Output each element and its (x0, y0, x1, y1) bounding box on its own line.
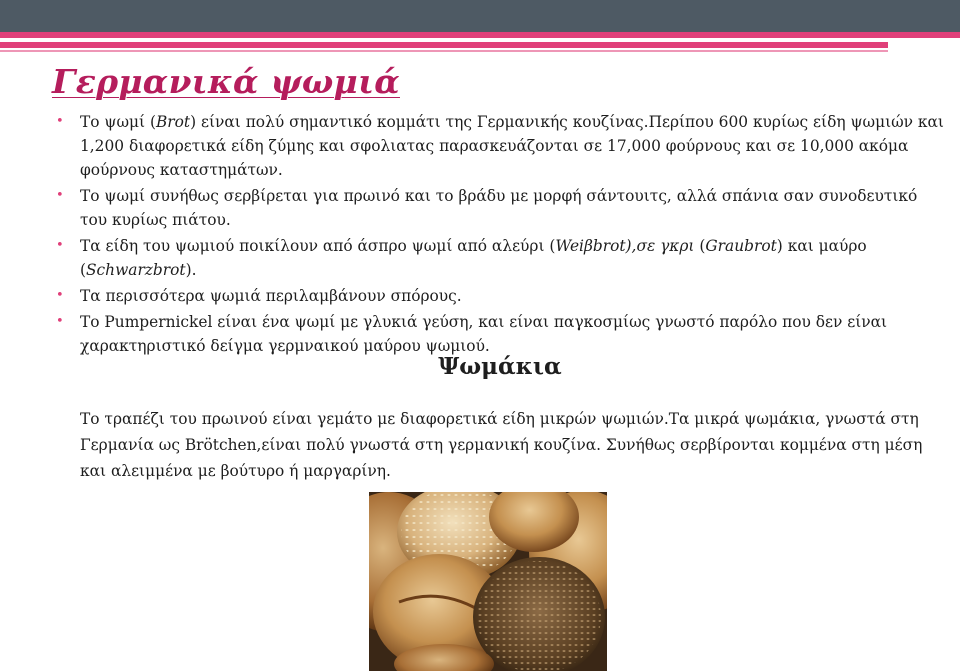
slide-top-bar (0, 0, 960, 32)
bullet-item (54, 234, 944, 282)
bullet-text: Το ψωμί ( (80, 113, 156, 131)
bullet-item (54, 184, 944, 232)
body-paragraph: Το τραπέζι του πρωινού είναι γεμάτο με διαφορετικά είδη μικρών ψωμιών.Τα μικρά ψωμάκια, γνωστά στη Γερμανία ως Brötchen,είναι πολύ γνωστά στη γερμανική κουζίνα. Συνήθως σερβίρονται κομμένα στη μέση και αλειμμένα με βούτυρο ή μαργαρίνη. (80, 410, 923, 480)
bullet-text-italic: Brot (155, 113, 191, 131)
bullet-item (54, 284, 944, 308)
bullet-glyph: • (56, 288, 64, 303)
bullet-glyph: • (56, 238, 64, 253)
bullet-text: Τα είδη του ψωμιού ποικίλουν από άσπρο ψωμί από αλεύρι ( (80, 237, 556, 255)
bullet-text: Τα περισσότερα ψωμιά περιλαμβάνουν σπόρους. (80, 287, 462, 305)
bullet-text-italic: Schwarzbrot (86, 261, 186, 279)
slide-title: Γερμανικά ψωμιά (52, 62, 400, 101)
bullet-glyph: • (56, 114, 64, 129)
slide-accent-line (0, 32, 960, 38)
bullet-text: ( (694, 237, 706, 255)
bullet-text-italic: Graubrot (705, 237, 777, 255)
bullet-text-italic: Weiβbrot),σε γκρι (555, 237, 695, 255)
section-heading: Ψωμάκια (438, 353, 562, 380)
bullet-text: ). (185, 261, 197, 279)
bullet-glyph: • (56, 188, 64, 203)
bread-rolls-photo (369, 492, 607, 671)
bread-rolls-illustration (369, 492, 607, 671)
bullet-text: Το Pumpernickel είναι ένα ψωμί με γλυκιά γεύση, και είναι παγκοσμίως γνωστό παρόλο που δεν είναι χαρακτηριστικό δείγμα γερμναικού μαύρου ψωμιού. (80, 313, 888, 355)
bullet-text: ) είναι πολύ σημαντικό κομμάτι της Γερμανικής κουζίνας.Περίπου 600 κυρίως είδη ψωμιών και 1,200 διαφορετικά είδη ζύμης και σφολιατας παρασκευάζονται σε 17,000 φούρνους και σε 10,000 ακόμα φούρνους καταστημάτων. (80, 113, 944, 179)
bullet-text: Το ψωμί συνήθως σερβίρεται για πρωινό και το βράδυ με μορφή σάντουιτς, αλλά σπάνια σαν συνοδευτικό του κυρίως πιάτου. (80, 187, 918, 229)
slide-accent-line-2 (0, 42, 888, 48)
bullet-item (54, 110, 944, 182)
bullet-item (54, 310, 944, 358)
slide-accent-line-3 (0, 50, 888, 52)
bullet-glyph: • (56, 314, 64, 329)
bullet-text: ) και μαύρο ( (80, 237, 867, 279)
bullet-list (54, 110, 944, 360)
